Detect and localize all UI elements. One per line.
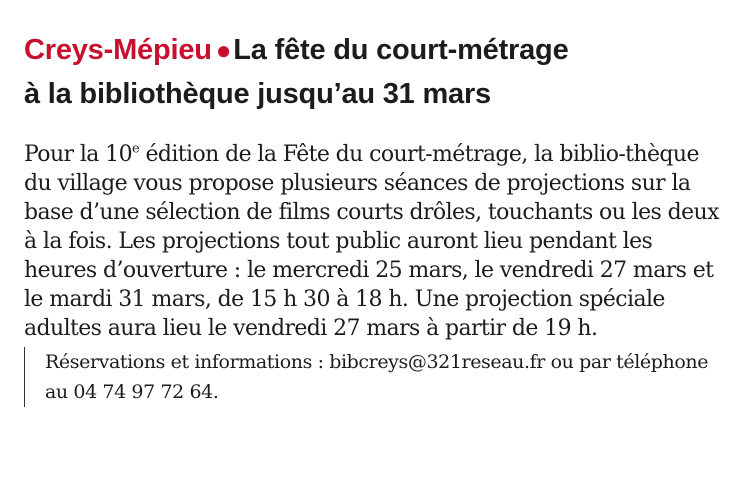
- body-intro-rest: édition de la Fête du court-métrage, la biblio-thèque du village vous propose plusieurs séances de projections sur la base d’une sélection de films courts drôles, touchants ou les deux à la fois. Les projections tout public auront lieu pendant les heures d’ouverture : le mercredi 25 mars, le vendredi 27 mars et le mardi 31 mars, de 15 h 30 à 18 h. Une projection spéciale adultes aura lieu le vendredi 27 mars à partir de 19 h.: [24, 142, 719, 341]
- body-intro-prefix: Pour la 10: [24, 142, 132, 167]
- headline-title-line2: à la bibliothèque jusqu’au 31 mars: [24, 78, 491, 110]
- reservation-info: [24, 347, 728, 407]
- headline: [24, 28, 728, 116]
- article-body: [24, 140, 728, 343]
- reservation-text: Réservations et informations : bibcreys@321reseau.fr ou par téléphone au 04 74 97 72 64.: [45, 351, 709, 403]
- ordinal-superscript: e: [131, 141, 140, 157]
- bullet-dot-icon: ●: [215, 35, 232, 65]
- location-label: Creys-Mépieu: [24, 34, 212, 66]
- headline-title-line1: La fête du court-métrage: [233, 34, 569, 66]
